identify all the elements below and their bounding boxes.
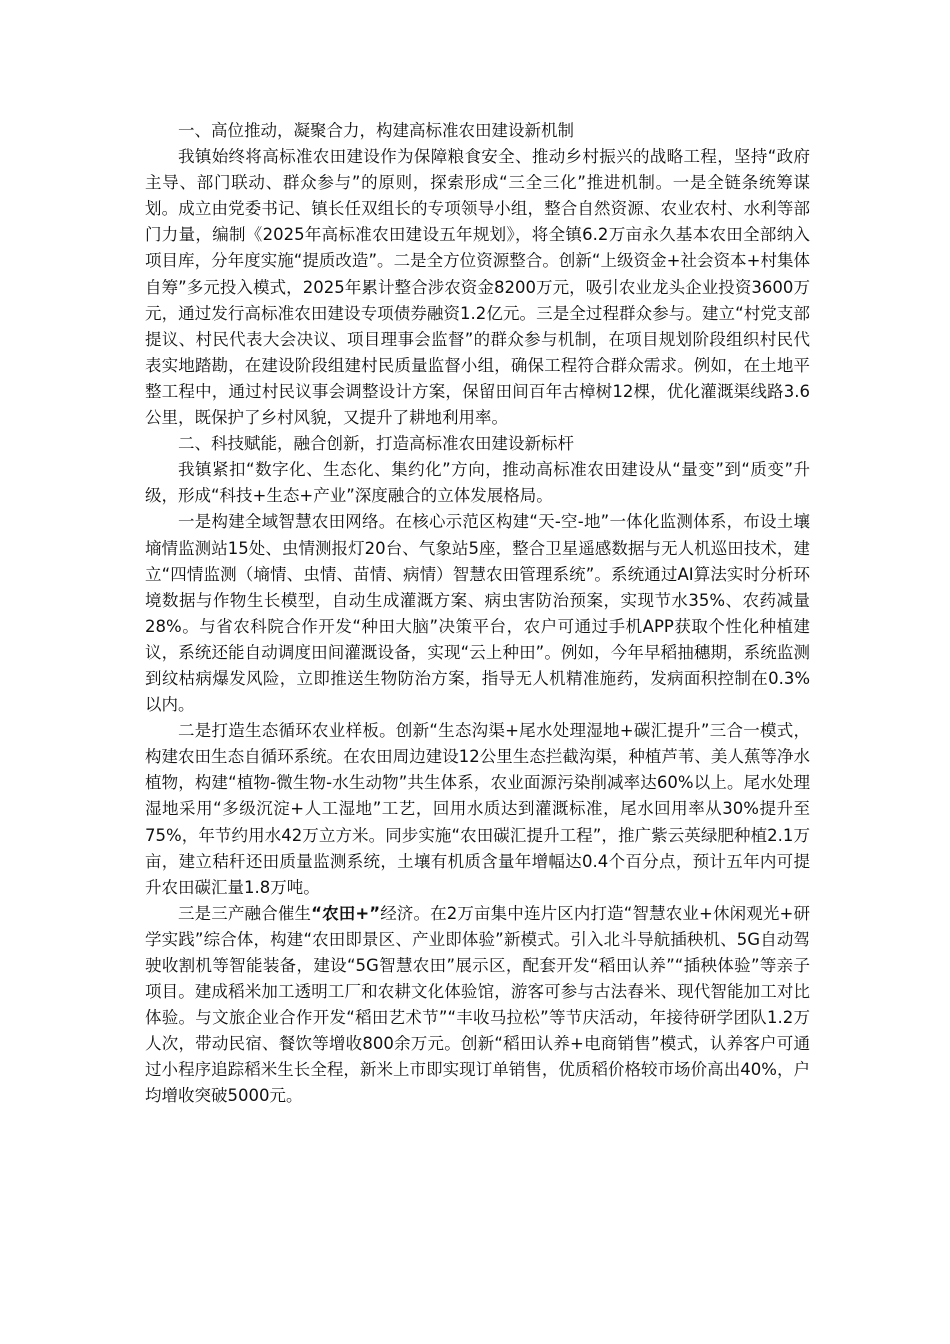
- section-2-point-3: [145, 901, 810, 1110]
- document-body: [145, 118, 810, 1110]
- point-3-bold-term: “农田+”: [311, 903, 381, 923]
- section-1-paragraph: 我镇始终将高标准农田建设作为保障粮食安全、推动乡村振兴的战略工程，坚持“政府主导、部门联动、群众参与”的原则，探索形成“三全三化”推进机制。一是全链条统筹谋划。成立由党委书记、镇长任双组长的专项领导小组，整合自然资源、农业农村、水利等部门力量，编制《2025年高标准农田建设五年规划》，将全镇6.2万亩永久基本农田全部纳入项目库，分年度实施“提质改造”。二是全方位资源整合。创新“上级资金+社会资本+村集体自筹”多元投入模式，2025年累计整合涉农资金8200万元，吸引农业龙头企业投资3600万元，通过发行高标准农田建设专项债券融资1.2亿元。三是全过程群众参与。建立“村党支部提议、村民代表大会决议、项目理事会监督”的群众参与机制，在项目规划阶段组织村民代表实地踏勘，在建设阶段组建村民质量监督小组，确保工程符合群众需求。例如，在土地平整工程中，通过村民议事会调整设计方案，保留田间百年古樟树12棵，优化灌溉渠线路3.6公里，既保护了乡村风貌，又提升了耕地利用率。: [145, 147, 810, 428]
- section-2-point-2: 二是打造生态循环农业样板。创新“生态沟渠+尾水处理湿地+碳汇提升”三合一模式，构建农田生态自循环系统。在农田周边建设12公里生态拦截沟渠，种植芦苇、美人蕉等净水植物，构建“植物-微生物-水生动物”共生体系，农业面源污染削减率达60%以上。尾水处理湿地采用“多级沉淀+人工湿地”工艺，回用水质达到灌溉标准，尾水回用率从30%提升至75%，年节约用水42万立方米。同步实施“农田碳汇提升工程”，推广紫云英绿肥种植2.1万亩，建立秸秆还田质量监测系统，土壤有机质含量年增幅达0.4个百分点，预计五年内可提升农田碳汇量1.8万吨。: [145, 721, 810, 897]
- section-2-heading: 二、科技赋能，融合创新，打造高标准农田建设新标杆: [178, 434, 574, 454]
- section-1-heading: 一、高位推动，凝聚合力，构建高标准农田建设新机制: [178, 121, 574, 140]
- section-2-intro: 我镇紧扣“数字化、生态化、集约化”方向，推动高标准农田建设从“量变”到“质变”升级，形成“科技+生态+产业”深度融合的立体发展格局。: [145, 460, 810, 506]
- section-2-point-1: 一是构建全域智慧农田网络。在核心示范区构建“天-空-地”一体化监测体系，布设土壤墒情监测站15处、虫情测报灯20台、气象站5座，整合卫星遥感数据与无人机巡田技术，建立“四情监测（墒情、虫情、苗情、病情）智慧农田管理系统”。系统通过AI算法实时分析环境数据与作物生长模型，自动生成灌溉方案、病虫害防治预案，实现节水35%、农药减量28%。与省农科院合作开发“种田大脑”决策平台，农户可通过手机APP获取个性化种植建议，系统还能自动调度田间灌溉设备，实现“云上种田”。例如，今年早稻抽穗期，系统监测到纹枯病爆发风险，立即推送生物防治方案，指导无人机精准施药，发病面积控制在0.3%以内。: [145, 512, 810, 715]
- point-3-lead-text: 三是三产融合催生: [178, 903, 312, 923]
- point-3-body-text: 经济。在2万亩集中连片区内打造“智慧农业+休闲观光+研学实践”综合体，构建“农田即景区、产业即体验”新模式。引入北斗导航插秧机、5G自动驾驶收割机等智能装备，建设“5G智慧农田”展示区，配套开发“稻田认养”“插秧体验”等亲子项目。建成稻米加工透明工厂和农耕文化体验馆，游客可参与古法舂米、现代智能加工对比体验。与文旅企业合作开发“稻田艺术节”“丰收马拉松”等节庆活动，年接待研学团队1.2万人次，带动民宿、餐饮等增收800余万元。创新“稻田认养+电商销售”模式，认养客户可通过小程序追踪稻米生长全程，新米上市即实现订单销售，优质稻价格较市场价高出40%，户均增收突破5000元。: [145, 903, 811, 1106]
